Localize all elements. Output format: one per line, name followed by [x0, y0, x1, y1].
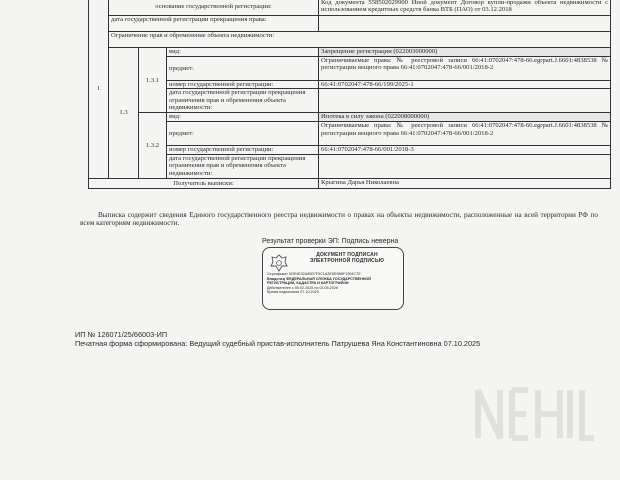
stamp-validity: Действителен с 05.02.2025 по 01.05.2026 [267, 285, 338, 290]
subsection-number-1-3-1: 1.3.1 [139, 48, 167, 113]
table-row [89, 113, 611, 122]
section-number-1: 1 [89, 0, 109, 178]
table-row [89, 178, 611, 188]
reg-number-value: 66:41:0702047:478-66/199/2025-1 [319, 81, 611, 89]
table-row [89, 146, 611, 154]
statement-note-text: Выписка содержит сведения Единого государственного реестра недвижимости о правах на объекты недвижимости, расположенные на всей территории РФ по всем категориям недвижимости. [80, 211, 598, 228]
table-row [89, 89, 611, 113]
type-label: вид: [167, 113, 319, 122]
type-value: Запрещение регистрации (022003000000) [319, 48, 611, 57]
termination-label: дата государственной регистрации прекращения ограничения прав и обременения объекта недвижимости: [167, 154, 319, 178]
recipient-label: Получатель выписки: [89, 178, 319, 188]
stamp-details [267, 272, 399, 295]
table-row [89, 16, 611, 32]
basis-value: Код документа 558502029900 Иной документ Договор купли-продажи объекта недвижимости с использованием кредитных средств банка ВТБ (ПАО) от 03.12.2018 [319, 0, 611, 16]
table-row [89, 122, 611, 146]
subject-label: предмет: [167, 122, 319, 146]
stamp-certificate: Сертификат 0DE4E32A9B07F5C1A2E6D3B8F1904C7E [267, 272, 361, 276]
section-number-1-3: 1.3 [109, 48, 139, 179]
stamp-header-line-1: ДОКУМЕНТ ПОДПИСАН [316, 252, 378, 258]
subject-value: Ограничиваемые права: № реестровой записи 66:41:0702047:478-66.egrpart.J.6601:4838538 № регистрации вещного права 66:41:0702047:478-66/001/2018-2 [319, 57, 611, 81]
stamp-owner-line-1: Владелец ФЕДЕРАЛЬНАЯ СЛУЖБА ГОСУДАРСТВЕННОЙ [267, 276, 371, 281]
table-row [89, 57, 611, 81]
encumbrance-heading: Ограничение прав и обременение объекта недвижимости: [109, 32, 611, 48]
statement-note [80, 211, 598, 228]
termination-label: дата государственной регистрации прекращения ограничения прав и обременения объекта недвижимости: [167, 89, 319, 113]
subsection-number-1-3-2: 1.3.2 [139, 113, 167, 178]
subject-label: предмет: [167, 57, 319, 81]
termination-label: дата государственной регистрации прекращения права: [109, 16, 319, 32]
printed-form-line: Печатная форма сформирована: Ведущий судебный пристав-исполнитель Патрушева Яна Константиновна 07.10.2025 [75, 339, 481, 348]
subject-value: Ограничиваемые права: № реестровой записи 66:41:0702047:478-66.egrpart.J.6601:4838538 № регистрации вещного права 66:41:0702047:478-66/001/2018-2 [319, 122, 611, 146]
coat-of-arms-icon [269, 254, 289, 272]
registry-table [88, 0, 611, 189]
table-row [89, 48, 611, 57]
termination-value [319, 154, 611, 178]
reg-number-label: номер государственной регистрации: [167, 146, 319, 154]
stamp-header [297, 253, 397, 264]
recipient-value: Крыгина Дарья Николаевна [319, 178, 611, 188]
type-label: вид: [167, 48, 319, 57]
table-row [89, 32, 611, 48]
stamp-owner-line-2: РЕГИСТРАЦИИ, КАДАСТРА И КАРТОГРАФИИ [267, 281, 349, 286]
termination-value [319, 16, 611, 32]
table-row [89, 0, 611, 16]
table-row [89, 81, 611, 89]
reg-number-label: номер государственной регистрации: [167, 81, 319, 89]
type-value: Ипотека в силу закона (022008000000) [319, 113, 611, 122]
signature-check-result: Результат проверки ЭП: Подпись неверна [262, 238, 399, 245]
stamp-header-line-2: ЭЛЕКТРОННОЙ ПОДПИСЬЮ [309, 257, 385, 264]
reg-number-value: 66:41:0702047:478-66/001/2018-3 [319, 146, 611, 154]
table-row [89, 154, 611, 178]
enforcement-proceeding-number: ИП № 126071/25/66003-ИП [75, 330, 168, 339]
electronic-signature-stamp [262, 247, 404, 310]
stamp-signing-time: Время подписания 07.10.2025 [267, 290, 319, 295]
termination-value [319, 89, 611, 113]
watermark-logo [470, 368, 600, 458]
basis-label: основание государственной регистрации: [109, 0, 319, 16]
